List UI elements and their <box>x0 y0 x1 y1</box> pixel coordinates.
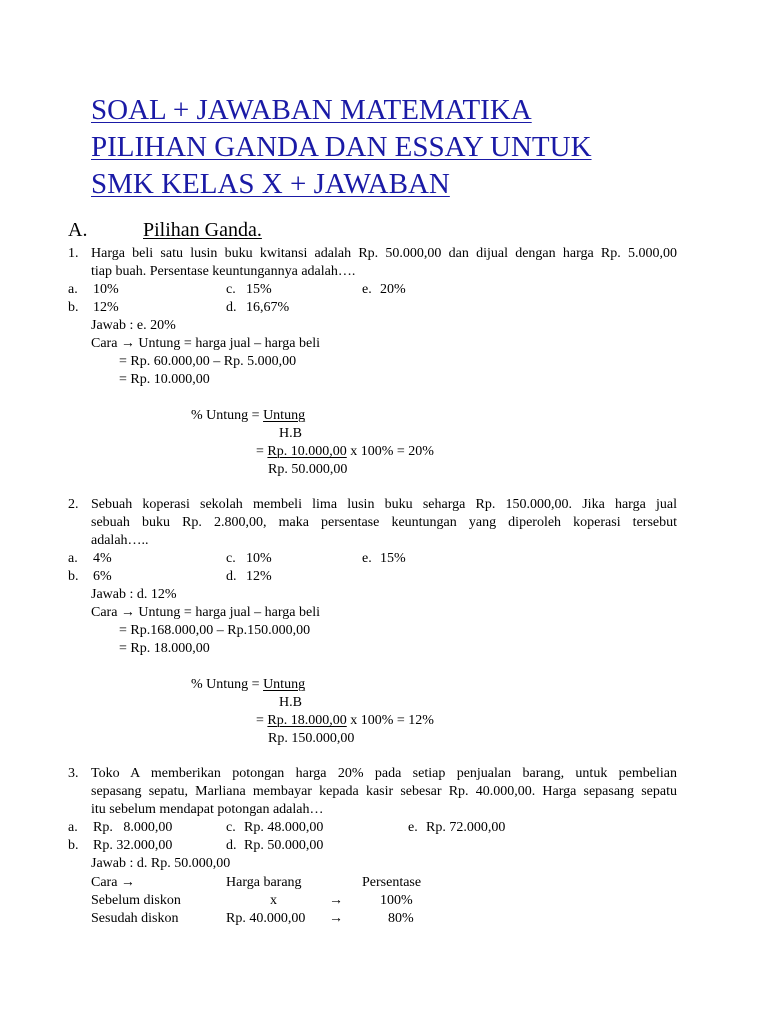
option-letter: b. <box>68 569 79 584</box>
calc-equals: = <box>256 444 268 459</box>
table-row-label: Sesudah diskon <box>91 911 179 926</box>
question-text-line: itu sebelum mendapat potongan adalah… <box>91 802 324 817</box>
percent-numerator: Untung <box>263 408 306 423</box>
option-a: Rp. 8.000,00 <box>93 820 173 835</box>
option-letter: c. <box>226 820 236 835</box>
option-letter: e. <box>362 282 372 297</box>
calc-result: x 100% = 20% <box>346 444 434 459</box>
option-a: 10% <box>93 282 119 297</box>
arrow-icon: → <box>329 893 343 908</box>
calc-equals: = <box>256 713 268 728</box>
answer-line: Jawab : d. Rp. 50.000,00 <box>91 856 231 871</box>
option-e: Rp. 72.000,00 <box>426 820 506 835</box>
option-e: 20% <box>380 282 406 297</box>
option-letter: b. <box>68 300 79 315</box>
table-row-persen: 100% <box>380 893 413 908</box>
option-d: 12% <box>246 569 272 584</box>
option-letter: e. <box>362 551 372 566</box>
option-letter: a. <box>68 820 78 835</box>
question-text-line: sebuah buku Rp. 2.800,00, maka persentase keuntungan yang diperoleh koperasi tersebut <box>91 515 677 530</box>
option-d: Rp. 50.000,00 <box>244 838 324 853</box>
table-row-harga: Rp. 40.000,00 <box>226 911 306 926</box>
percent-label: % Untung = <box>191 408 264 423</box>
option-letter: a. <box>68 282 78 297</box>
option-letter: d. <box>226 300 237 315</box>
table-cara: Cara → <box>91 875 135 890</box>
title-line-3: SMK KELAS X + JAWABAN <box>91 168 450 200</box>
table-row-label: Sebelum diskon <box>91 893 181 908</box>
calc-numerator: Rp. 18.000,00 <box>267 713 347 728</box>
percent-denominator: H.B <box>279 695 302 710</box>
solution-step: = Rp. 60.000,00 – Rp. 5.000,00 <box>119 354 297 369</box>
option-letter: c. <box>226 551 236 566</box>
section-letter: A. <box>68 219 88 241</box>
option-a: 4% <box>93 551 112 566</box>
option-e: 15% <box>380 551 406 566</box>
solution-step: = Rp. 18.000,00 <box>119 641 210 656</box>
percent-label: % Untung = <box>191 677 264 692</box>
option-d: 16,67% <box>246 300 290 315</box>
percent-denominator: H.B <box>279 426 302 441</box>
arrow-icon: → <box>329 911 343 926</box>
option-letter: b. <box>68 838 79 853</box>
page-title <box>91 92 731 203</box>
option-c: Rp. 48.000,00 <box>244 820 324 835</box>
option-c: 15% <box>246 282 272 297</box>
option-letter: d. <box>226 569 237 584</box>
solution-step: = Rp. 10.000,00 <box>119 372 210 387</box>
percent-formula <box>191 407 305 425</box>
option-b: 6% <box>93 569 112 584</box>
table-row-harga: x <box>270 893 277 908</box>
answer-line: Jawab : e. 20% <box>91 318 176 333</box>
calc-result: x 100% = 12% <box>346 713 434 728</box>
table-header-persentase: Persentase <box>362 875 422 890</box>
table-row-persen: 80% <box>388 911 414 926</box>
question-number: 3. <box>68 766 79 781</box>
calc-numerator: Rp. 10.000,00 <box>267 444 347 459</box>
title-line-1: SOAL + JAWABAN MATEMATIKA <box>91 94 532 126</box>
percent-numerator: Untung <box>263 677 306 692</box>
option-letter: c. <box>226 282 236 297</box>
option-letter: e. <box>408 820 418 835</box>
solution-cara: Cara → Untung = harga jual – harga beli <box>91 605 320 620</box>
answer-line: Jawab : d. 12% <box>91 587 177 602</box>
section-label: Pilihan Ganda. <box>143 219 262 241</box>
percent-calculation <box>256 712 434 730</box>
table-header-harga: Harga barang <box>226 875 302 890</box>
option-c: 10% <box>246 551 272 566</box>
title-line-2: PILIHAN GANDA DAN ESSAY UNTUK <box>91 131 592 163</box>
percent-formula <box>191 676 305 694</box>
option-b: Rp. 32.000,00 <box>93 838 173 853</box>
question-text-line: Toko A memberikan potongan harga 20% pada setiap penjualan barang, untuk pembelian <box>91 766 677 781</box>
question-text-line: Harga beli satu lusin buku kwitansi adalah Rp. 50.000,00 dan dijual dengan harga Rp. 5.000,00 <box>91 246 677 261</box>
percent-calculation <box>256 443 434 461</box>
solution-cara: Cara → Untung = harga jual – harga beli <box>91 336 320 351</box>
question-text-line: sepasang sepatu, Marliana membayar kepada kasir sebesar Rp. 40.000,00. Harga sepasang sepatu <box>91 784 677 799</box>
question-text-line: adalah….. <box>91 533 149 548</box>
option-letter: a. <box>68 551 78 566</box>
option-letter: d. <box>226 838 237 853</box>
question-text-line: Sebuah koperasi sekolah membeli lima lusin buku seharga Rp. 150.000,00. Jika harga jual <box>91 497 677 512</box>
question-text-line: tiap buah. Persentase keuntungannya adalah…. <box>91 264 356 279</box>
solution-step: = Rp.168.000,00 – Rp.150.000,00 <box>119 623 311 638</box>
question-number: 2. <box>68 497 79 512</box>
question-number: 1. <box>68 246 79 261</box>
option-b: 12% <box>93 300 119 315</box>
calc-denominator: Rp. 150.000,00 <box>268 731 355 746</box>
section-heading <box>68 217 262 243</box>
calc-denominator: Rp. 50.000,00 <box>268 462 348 477</box>
